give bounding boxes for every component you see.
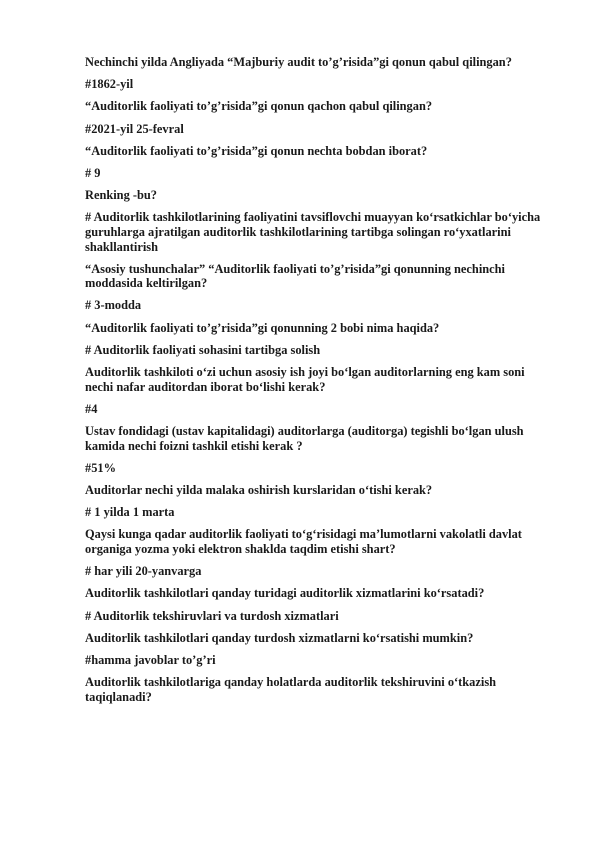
question-text: Renking -bu? [85,188,157,203]
answer-text: # 1 yilda 1 marta [85,505,175,520]
question-text: “Asosiy tushunchalar” “Auditorlik faoliyati to’g’risida”gi qonunning nechinchi moddasida keltirilgan? [85,261,505,291]
question-text: Qaysi kunga qadar auditorlik faoliyati to‘g‘risidagi ma’lumotlarni vakolatli davlat organiga yozma yoki elektron shaklda taqdim etishi shart? [85,527,522,556]
question-text: Nechinchi yilda Angliyada “Majburiy audit to’g’risida”gi qonun qabul qilingan? [85,55,512,69]
question-text: Ustav fondidagi (ustav kapitalidagi) auditorlarga (auditorga) tegishli bo‘lgan ulush kamida nechi foizni tashkil etishi kerak ? [85,424,524,453]
question-text: “Auditorlik faoliyati to’g’risida”gi qonun qachon qabul qilingan? [85,99,433,114]
answer-text: # Auditorlik tashkilotlarining faoliyatini tavsiflovchi muayyan ko‘rsatkichlar bo‘yicha guruhlarga ajratilgan auditorlik tashkilotlarining tartibga solingan ro‘yxatlarini shakllantirish [85,210,541,254]
answer-text: # Auditorlik tekshiruvlari va turdosh xizmatlari [85,608,339,623]
answer-text: # Auditorlik faoliyati sohasini tartibga solish [85,342,321,357]
answer-text: #1862-yil [85,77,134,92]
answer-text: # 3-modda [85,298,142,313]
answer-text: #2021-yil 25-fevral [85,121,184,136]
answer-text: # har yili 20-yanvarga [85,564,202,579]
document-body [85,55,555,712]
question-text: Auditorlik tashkilotlari qanday turdosh xizmatlarni ko‘rsatishi mumkin? [85,630,474,645]
question-text: Auditorlar nechi yilda malaka oshirish kurslaridan o‘tishi kerak? [85,482,433,497]
answer-text: #4 [85,401,98,416]
question-text: Auditorlik tashkilotlariga qanday holatlarda auditorlik tekshiruvini o‘tkazish taqiqlanadi? [85,675,497,704]
answer-text: #hamma javoblar to’g’ri [85,652,216,667]
question-text: “Auditorlik faoliyati to’g’risida”gi qonun nechta bobdan iborat? [85,143,428,158]
question-text: Auditorlik tashkilotlari qanday turidagi auditorlik xizmatlarini ko‘rsatadi? [85,586,485,601]
question-text: Auditorlik tashkiloti o‘zi uchun asosiy ish joyi bo‘lgan auditorlarning eng kam soni nechi nafar auditordan iborat bo‘lishi kerak? [85,365,525,394]
answer-text: #51% [85,460,116,475]
answer-text: # 9 [85,165,101,180]
question-text: “Auditorlik faoliyati to’g’risida”gi qonunning 2 bobi nima haqida? [85,320,440,335]
